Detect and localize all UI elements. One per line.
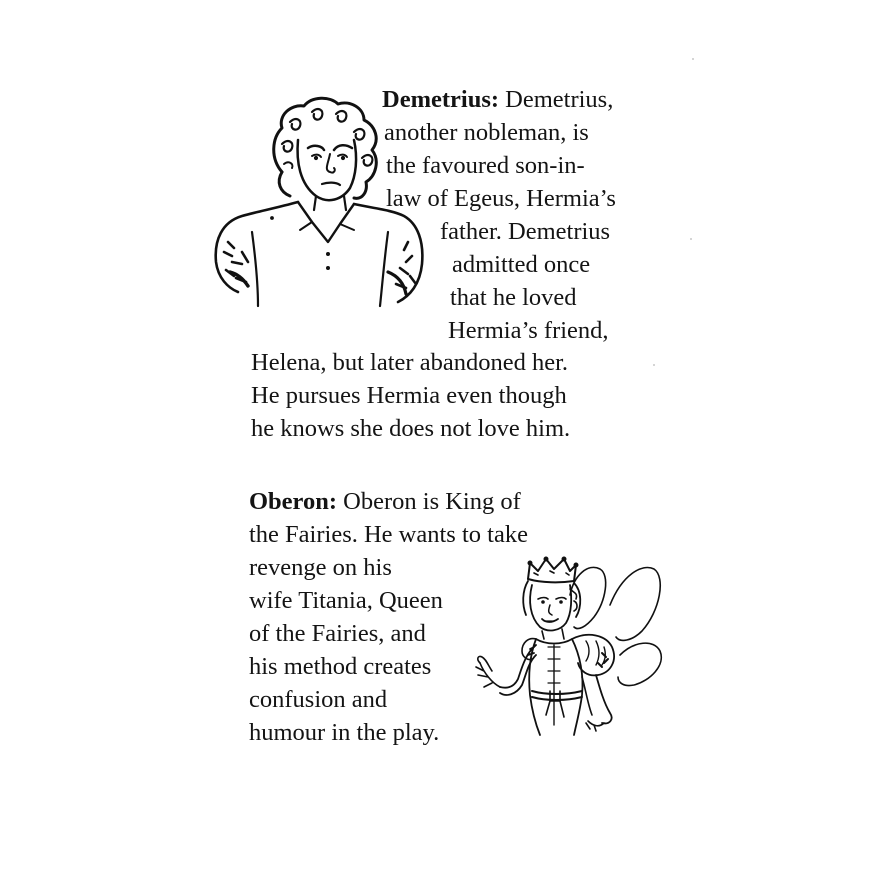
oberon-text: Oberon is King of: [337, 488, 521, 515]
oberon-line-1: [249, 485, 521, 518]
oberon-line-2: the Fairies. He wants to take: [249, 521, 528, 548]
oberon-line-3: revenge on his: [249, 554, 392, 581]
demetrius-line-10: He pursues Hermia even though: [251, 382, 567, 409]
oberon-line-4: wife Titania, Queen: [249, 587, 443, 614]
demetrius-line-4: law of Egeus, Hermia’s: [386, 185, 616, 212]
demetrius-line-1: [382, 83, 613, 116]
scan-speck: [690, 238, 692, 240]
oberon-line-5: of the Fairies, and: [249, 620, 426, 647]
demetrius-line-9: Helena, but later abandoned her.: [251, 349, 569, 376]
demetrius-line-6: admitted once: [452, 251, 591, 278]
scan-speck: [653, 364, 655, 366]
demetrius-line-7: that he loved: [450, 284, 577, 311]
oberon-line-8: humour in the play.: [249, 719, 440, 746]
oberon-line-7: confusion and: [249, 686, 388, 713]
oberon-fairy-king-icon: [470, 555, 670, 740]
demetrius-text: Demetrius,: [499, 86, 614, 113]
scan-speck: [692, 58, 694, 60]
oberon-name: Oberon:: [249, 488, 338, 515]
demetrius-line-11: he knows she does not love him.: [251, 415, 571, 442]
oberon-line-6: his method creates: [249, 653, 432, 680]
demetrius-name: Demetrius:: [382, 86, 500, 113]
demetrius-line-2: another nobleman, is: [384, 119, 589, 146]
demetrius-line-8: Hermia’s friend,: [448, 317, 609, 344]
demetrius-line-3: the favoured son-in-: [386, 152, 585, 179]
demetrius-line-5: father. Demetrius: [440, 218, 611, 245]
